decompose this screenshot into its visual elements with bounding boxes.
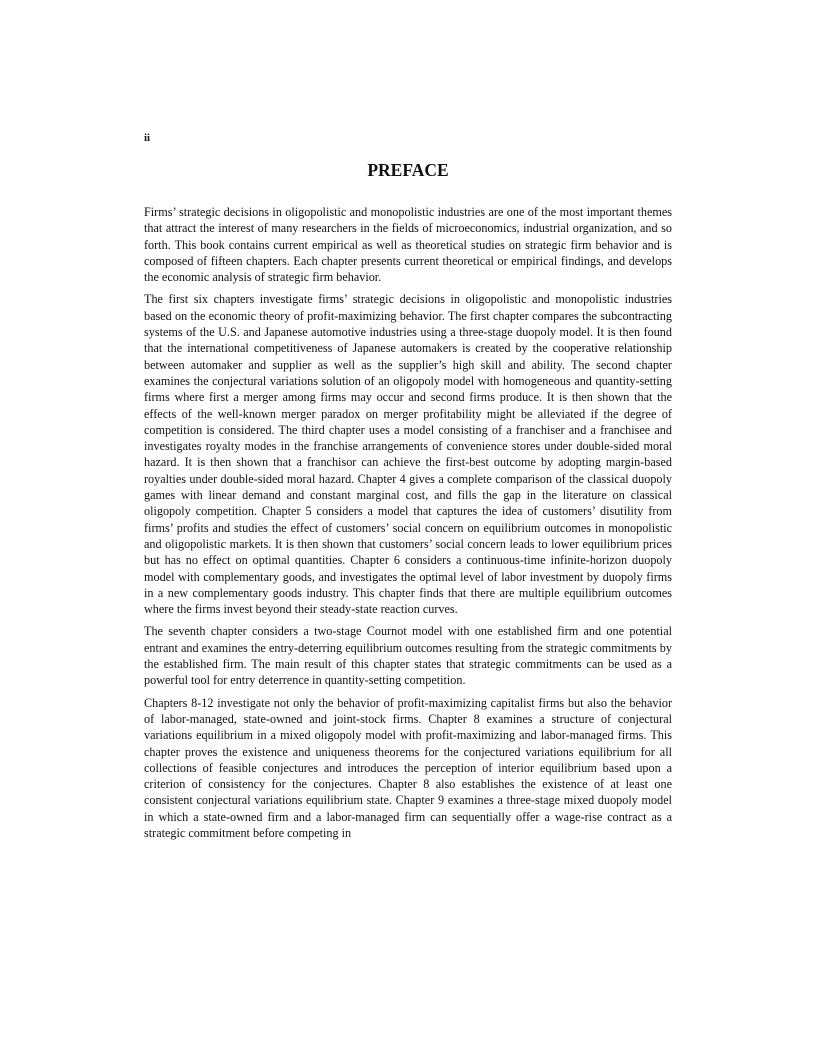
page-title: PREFACE	[367, 160, 449, 180]
page-number: ii	[144, 132, 151, 144]
paragraph-intro: Firms’ strategic decisions in oligopolistic and monopolistic industries are one of the most important themes that attract the interest of many researchers in the fields of microeconomics, industrial organization, and so forth. This book contains current empirical as well as theoretical studies on strategic firm behavior and is composed of fifteen chapters. Each chapter presents current theoretical or empirical findings, and develops the economic analysis of strategic firm behavior.	[144, 205, 672, 285]
paragraph-chapters-1-6: The first six chapters investigate firms’ strategic decisions in oligopolistic and monopolistic industries based on the economic theory of profit-maximizing behavior. The first chapter compares the subcontracting systems of the U.S. and Japanese automotive industries using a three-stage duopoly model. It is then found that the international competitiveness of Japanese automakers is created by the cooperative relationship between automaker and supplier as well as the supplier’s high skill and ability. The second chapter examines the conjectural variations solution of an oligopoly model with homogeneous and quantity-setting firms where first a merger among firms may occur and second firms produce. It is then shown that the effects of the well-known merger paradox on merger profitability might be alleviated if the degree of competition is considered. The third chapter uses a model consisting of a franchiser and a franchisee and investigates royalty modes in the franchise arrangements of convenience stores under double-sided moral hazard. It is then shown that a franchisor can achieve the first-best outcome by adopting margin-based royalties under double-sided moral hazard. Chapter 4 gives a complete comparison of the classical duopoly games with linear demand and constant marginal cost, and fills the gap in the literature on classical oligopoly competition. Chapter 5 considers a model that captures the idea of customers’ disutility from firms’ profits and studies the effect of customers’ social concern on equilibrium outcomes in monopolistic and oligopolistic markets. It is then shown that customers’ social concern leads to lower equilibrium prices but has no effect on optimal quantities. Chapter 6 considers a continuous-time infinite-horizon duopoly model with complementary goods, and investigates the optimal level of labor investment by duopoly firms in a new complementary goods industry. This chapter finds that there are multiple equilibrium outcomes where the firms invest beyond their steady-state reaction curves.	[144, 292, 672, 617]
preface-body	[144, 204, 672, 847]
paragraph-chapters-8-12: Chapters 8-12 investigate not only the behavior of profit-maximizing capitalist firms but also the behavior of labor-managed, state-owned and joint-stock firms. Chapter 8 examines a structure of conjectural variations equilibrium in a mixed oligopoly model with profit-maximizing and labor-managed firms. This chapter proves the existence and uniqueness theorems for the conjectured variations equilibrium for all collections of feasible conjectures and introduces the perception of interior equilibrium based upon a criterion of consistency for the conjectures. Chapter 8 also establishes the existence of at least one consistent conjectural variations equilibrium state. Chapter 9 examines a three-stage mixed duopoly model in which a state-owned firm and a labor-managed firm can sequentially offer a wage-rise contract as a strategic commitment before competing in	[144, 695, 672, 840]
paragraph-chapter-7: The seventh chapter considers a two-stage Cournot model with one established firm and one potential entrant and examines the entry-deterring equilibrium outcomes resulting from the strategic commitments by the established firm. The main result of this chapter states that strategic commitments can be used as a powerful tool for entry deterrence in quantity-setting competition.	[144, 624, 672, 688]
